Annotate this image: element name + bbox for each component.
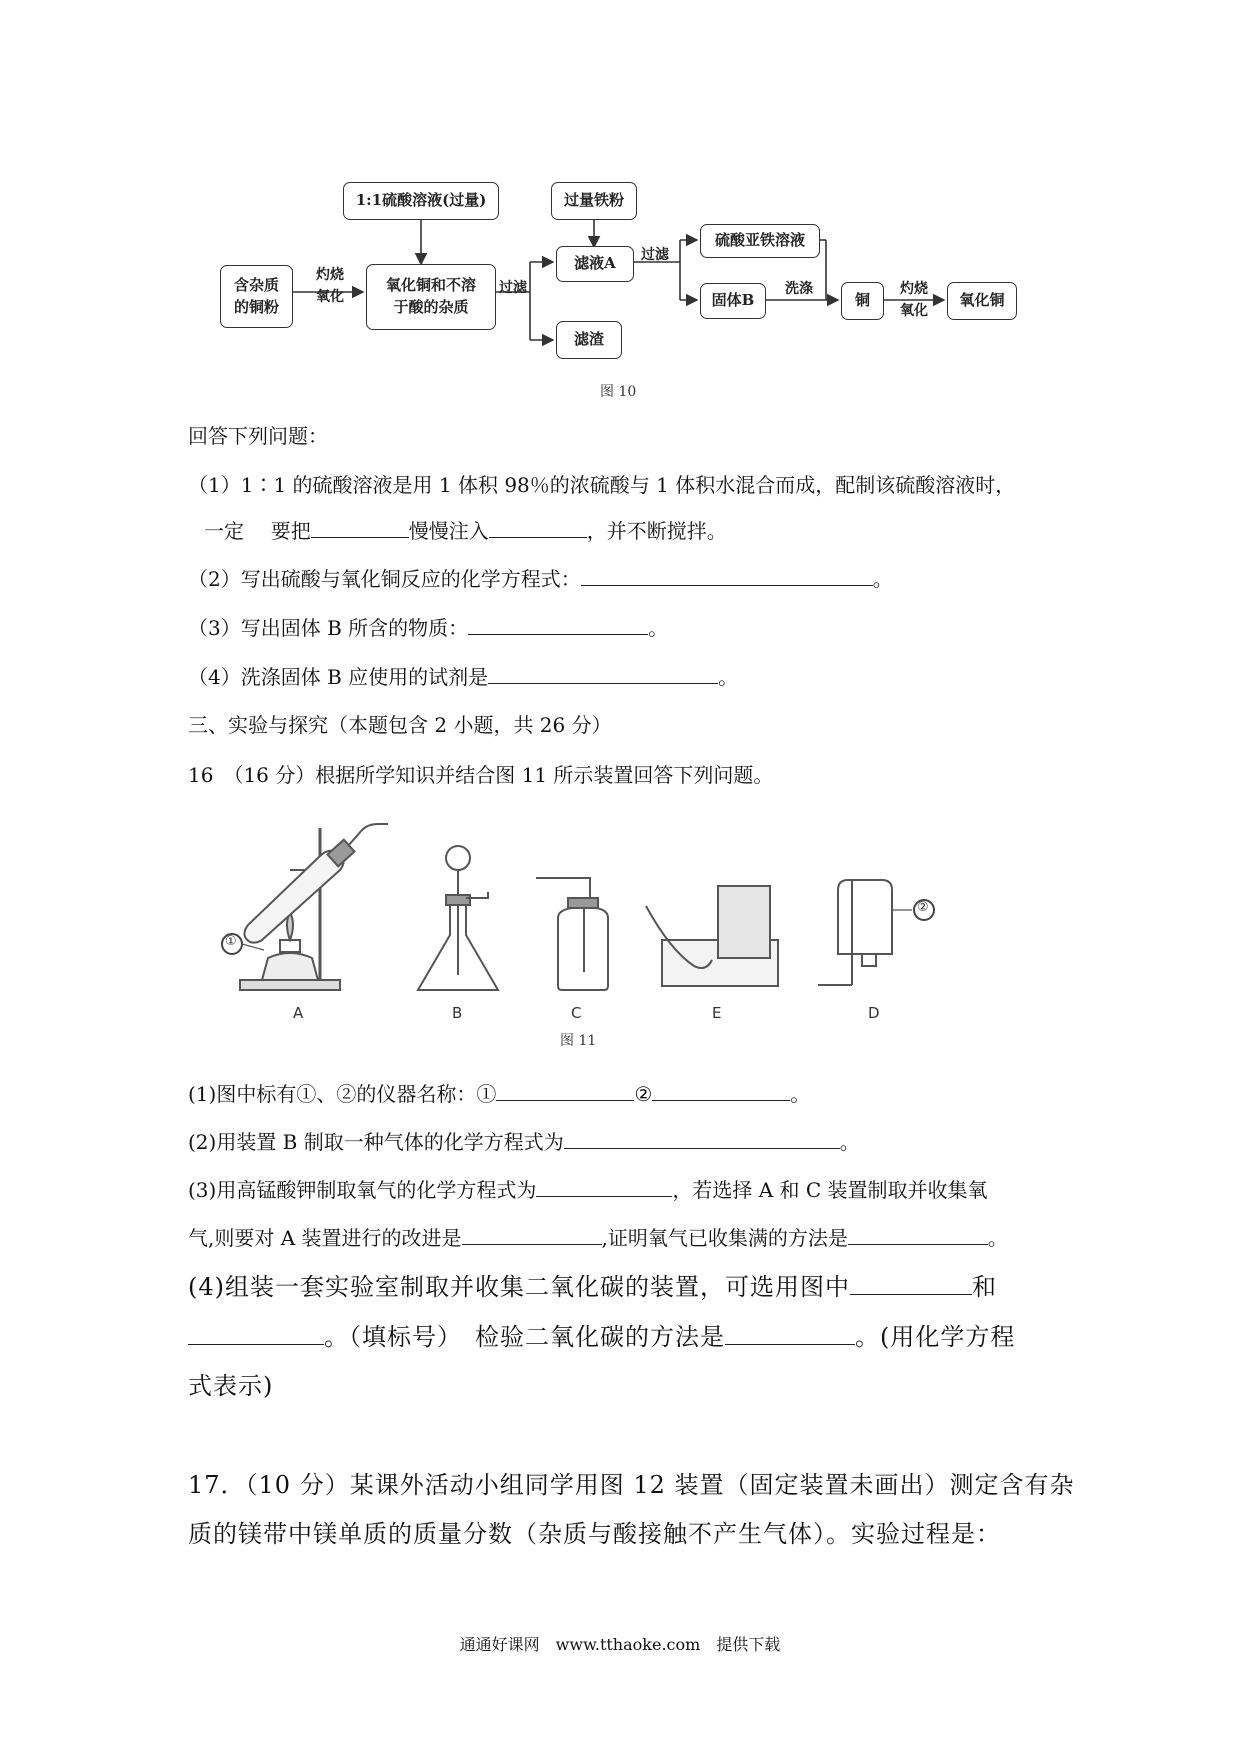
q15-intro: 回答下列问题：: [188, 424, 328, 448]
q16-part4-text-a: (4)组装一套实验室制取并收集二氧化碳的装置，可选用图中: [188, 1273, 850, 1301]
flow-box-iron: 过量铁粉: [551, 182, 637, 220]
flow-box-acid: 1:1硫酸溶液(过量): [343, 182, 499, 220]
q16-part1-blank-2[interactable]: [652, 1082, 790, 1101]
flow-box-solid-b: 固体B: [700, 283, 766, 319]
q16-part1-text: (1)图中标有①、②的仪器名称：①: [188, 1082, 497, 1106]
q16-part4-line3: 式表示): [188, 1372, 274, 1400]
q16-part2: [188, 1130, 860, 1154]
q16-part4-blank-2[interactable]: [188, 1326, 324, 1345]
flow-arrow-label-filter-1: 过滤: [499, 280, 527, 296]
flow-arrow-label-calcine-1-line2: 氧化: [316, 289, 344, 306]
figure-10-caption: 图 10: [600, 384, 637, 400]
page-footer: 通通好课网 www.tthaoke.com 提供下载: [459, 1635, 781, 1654]
flow-box-cuo-impurity-line2: 于酸的杂质: [393, 298, 469, 316]
q16-part4-text-d: 。(用化学方程: [855, 1323, 1016, 1351]
q16-part4-text-b: 和: [972, 1273, 997, 1301]
flow-arrow-label-wash: 洗涤: [785, 281, 813, 297]
flow-arrow-label-filter-2: 过滤: [641, 247, 669, 263]
q15-part2-text: （2）写出硫酸与氧化铜反应的化学方程式：: [188, 567, 581, 591]
q16-part2-end: 。: [839, 1130, 860, 1154]
apparatus-label-b: B: [452, 1004, 463, 1022]
apparatus-d: [818, 880, 934, 985]
q16-part3-blank-3[interactable]: [848, 1226, 988, 1245]
flow-box-cu: 铜: [841, 282, 884, 320]
q16-part3-blank-2[interactable]: [462, 1226, 602, 1245]
q17-line1: 17．（10 分）某课外活动小组同学用图 12 装置（固定装置未画出）测定含有杂: [188, 1471, 1075, 1499]
q15-part3-text: （3）写出固体 B 所含的物质：: [188, 616, 469, 640]
q16-part3-end: 。: [987, 1226, 1008, 1250]
q16-part2-blank[interactable]: [564, 1130, 840, 1149]
q16-part3-line1: [188, 1178, 988, 1202]
q16-part1-mid: ②: [634, 1082, 653, 1106]
apparatus-label-a: A: [293, 1004, 304, 1022]
q16-part4-text-c: 。（填标号） 检验二氧化碳的方法是: [324, 1323, 725, 1351]
apparatus-marker-1: ①: [225, 934, 237, 949]
flow-box-filtrate-a: 滤液A: [556, 246, 634, 282]
q16-part1-end: 。: [790, 1082, 811, 1106]
apparatus-a: [222, 824, 388, 990]
apparatus-label-e: E: [712, 1004, 722, 1022]
q15-part4-end: 。: [718, 665, 739, 689]
q17-line2: 质的镁带中镁单质的质量分数（杂质与酸接触不产生气体）。实验过程是：: [188, 1520, 1001, 1548]
q15-part1-line1: （1）1∶1 的硫酸溶液是用 1 体积 98％的浓硫酸与 1 体积水混合而成，配制该硫酸溶液时，: [188, 473, 1016, 497]
q16-part3-text-a: (3)用高锰酸钾制取氧气的化学方程式为: [188, 1178, 537, 1202]
flow-arrow-label-calcine-2-line2: 氧化: [900, 303, 928, 320]
q15-part1-text-b: 要把: [270, 519, 311, 543]
q16-part3-blank-1[interactable]: [536, 1178, 672, 1197]
flow-arrow-label-calcine-2-line1: 灼烧: [900, 281, 928, 297]
flow-box-start-line2: 的铜粉: [233, 297, 279, 316]
apparatus-label-c: C: [571, 1004, 582, 1022]
q16-part3-text-d: ,证明氧气已收集满的方法是: [601, 1226, 848, 1250]
q16-part1-blank-1[interactable]: [496, 1082, 634, 1101]
q16-stem: 16 （16 分）根据所学知识并结合图 11 所示装置回答下列问题。: [188, 763, 774, 787]
flow-box-residue: 滤渣: [556, 321, 622, 359]
flow-arrow-label-calcine-1-line1: 灼烧: [316, 267, 344, 283]
q16-part4-blank-3[interactable]: [725, 1326, 855, 1345]
apparatus-b: [418, 846, 498, 990]
q16-part3-line2: [188, 1226, 1008, 1250]
q16-part3-text-b: ，若选择 A 和 C 装置制取并收集氧: [672, 1178, 988, 1202]
q16-part4-line2: [188, 1323, 1015, 1352]
apparatus-marker-2: ②: [917, 900, 929, 915]
q15-part1-text-a: 一定: [204, 519, 244, 543]
flow-box-feso4: 硫酸亚铁溶液: [700, 224, 820, 258]
q15-part1-text-d: ，并不断搅拌。: [586, 519, 727, 543]
q16-part4-line1: [188, 1273, 997, 1302]
apparatus-e: [646, 886, 778, 986]
q15-part3-end: 。: [648, 616, 669, 640]
q15-part2-end: 。: [872, 567, 893, 591]
section-3-heading: 三、实验与探究（本题包含 2 小题，共 26 分）: [188, 713, 612, 737]
q16-part3-text-c: 气,则要对 A 装置进行的改进是: [188, 1226, 462, 1250]
q16-part4-blank-1[interactable]: [850, 1276, 972, 1295]
flow-box-start-line1: 含杂质: [233, 275, 279, 294]
q15-part4-text: （4）洗涤固体 B 应使用的试剂是: [188, 665, 489, 689]
flow-box-cuo: 氧化铜: [947, 282, 1017, 320]
q15-part1-text-c: 慢慢注入: [408, 519, 489, 543]
flow-box-cuo-impurity-line1: 氧化铜和不溶: [385, 276, 476, 295]
q16-part2-text: (2)用装置 B 制取一种气体的化学方程式为: [188, 1130, 564, 1154]
q16-part1: [188, 1082, 810, 1106]
figure-11-caption: 图 11: [560, 1033, 597, 1049]
apparatus-c: [536, 878, 608, 990]
apparatus-label-d: D: [868, 1004, 880, 1022]
